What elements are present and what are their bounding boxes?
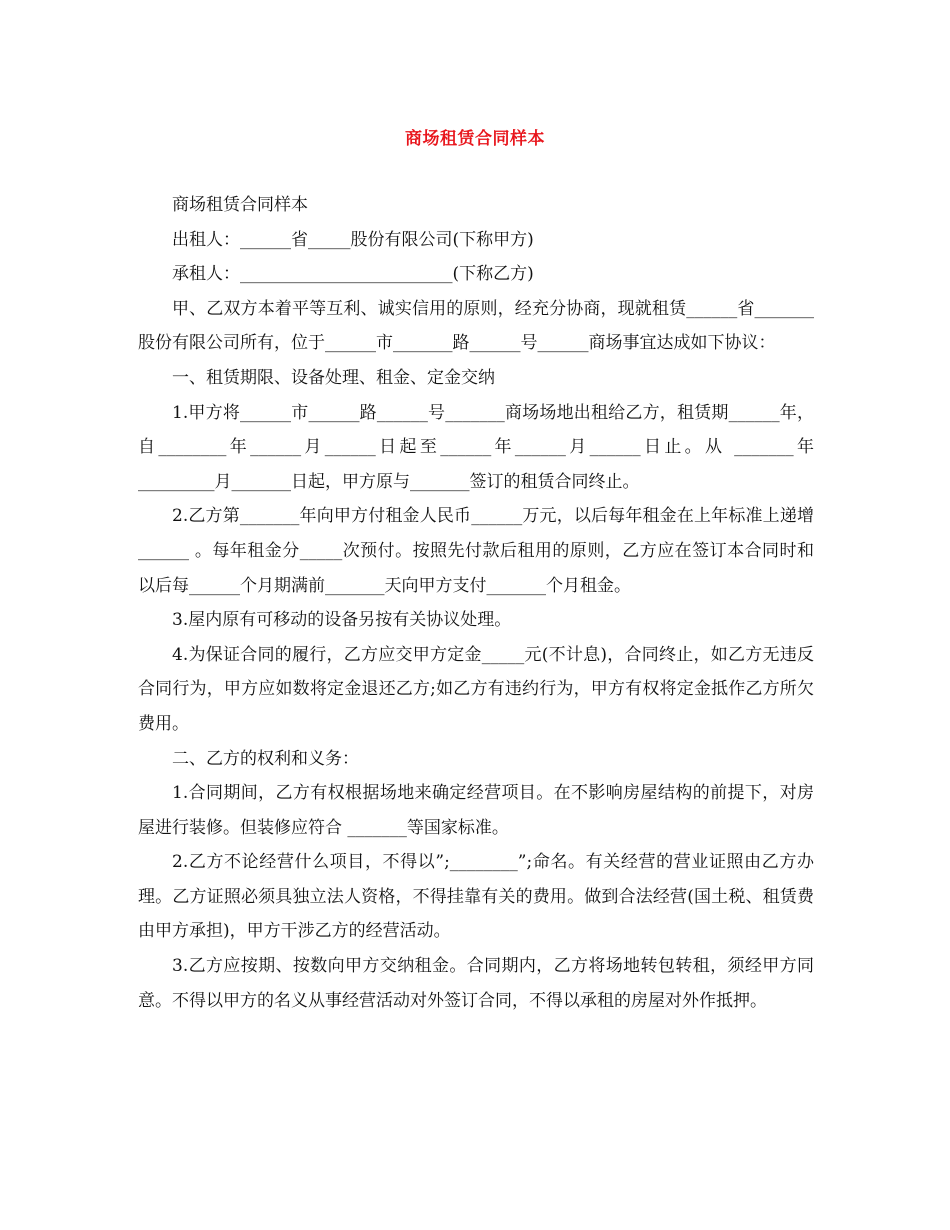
paragraph-lessor: 出租人：______省_____股份有限公司(下称甲方) (172, 229, 534, 250)
paragraph-preamble: 甲、乙双方本着平等互利、诚实信用的原则，经充分协商，现就租赁______省_______股份有限公司所有，位于______市_______路______号______商场事宜达成如下协议： (138, 298, 814, 354)
document-title: 商场租赁合同样本 (405, 129, 545, 149)
paragraph-heading: 商场租赁合同样本 (172, 195, 308, 215)
clause-1-1: 1.甲方将______市______路______号_______商场场地出租给乙方，租赁期______年，自________年______月______日起至______年______月______日止。从 _______年_________月_______日起，甲方原与_______签订的租赁合同终止。 (138, 402, 814, 492)
section-heading-1: 一、租赁期限、设备处理、租金、定金交纳 (172, 367, 495, 388)
clause-1-2: 2.乙方第_______年向甲方付租金人民币______万元，以后每年租金在上年标准上递增______ 。每年租金分_____次预付。按照先付款后租用的原则，乙方应在签订本合同时和以后每______个月期满前_______天向甲方支付_______个月租金。 (138, 506, 814, 596)
clause-1-4: 4.为保证合同的履行，乙方应交甲方定金_____元(不计息)，合同终止，如乙方无违反合同行为，甲方应如数将定金退还乙方;如乙方有违约行为，甲方有权将定金抵作乙方所欠费用。 (138, 644, 814, 734)
section-heading-2: 二、乙方的权利和义务： (172, 748, 359, 769)
clause-2-1: 1.合同期间，乙方有权根据场地来确定经营项目。在不影响房屋结构的前提下，对房屋进行装修。但装修应符合 _______等国家标准。 (138, 783, 814, 838)
clause-2-2: 2.乙方不论经营什么项目，不得以”;________”;命名。有关经营的营业证照由乙方办理。乙方证照必须具独立法人资格，不得挂靠有关的费用。做到合法经营(国土税、租赁费由甲方承担)，甲方干涉乙方的经营活动。 (138, 852, 814, 942)
clause-2-3: 3.乙方应按期、按数向甲方交纳租金。合同期内，乙方将场地转包转租，须经甲方同意。不得以甲方的名义从事经营活动对外签订合同，不得以承租的房屋对外作抵押。 (138, 956, 814, 1011)
clause-1-3: 3.屋内原有可移动的设备另按有关协议处理。 (172, 610, 512, 631)
paragraph-lessee: 承租人：_________________________(下称乙方) (172, 264, 534, 285)
document-body (138, 188, 814, 1018)
